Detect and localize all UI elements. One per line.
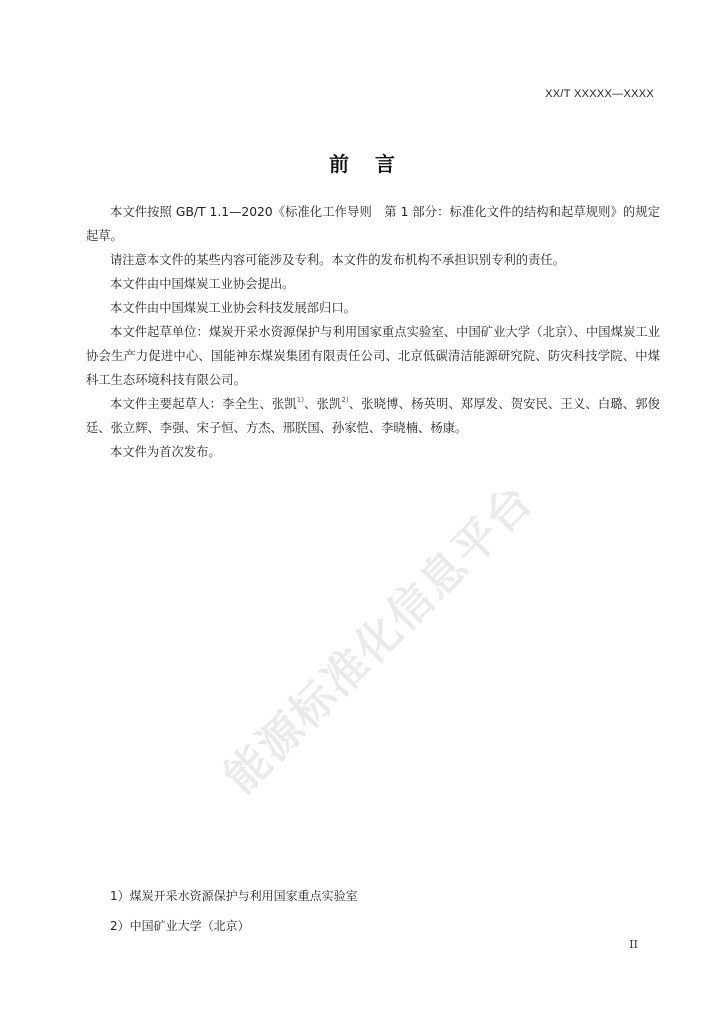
page-number: II	[629, 938, 638, 951]
paragraph-first-release: 本文件为首次发布。	[110, 445, 221, 459]
drafters-text-mid: 、张凯	[303, 397, 342, 411]
footnote-ref-2: 2)	[341, 396, 349, 404]
footnotes	[110, 881, 358, 941]
drafters-text-end: 、张晓博、杨英明、郑厚发、贺安民、王义、白璐、郭俊廷、张立辉、李强、宋子恒、方杰、邢朕国、孙家恺、李晓楠、杨康。	[86, 397, 660, 435]
paragraph-drafters	[86, 392, 660, 440]
watermark: 能源标准化信息平台	[214, 474, 544, 804]
footnote-2: 2）中国矿业大学（北京）	[110, 919, 250, 933]
footnote-1: 1）煤炭开采水资源保护与利用国家重点实验室	[110, 889, 358, 903]
paragraph-patent-notice: 请注意本文件的某些内容可能涉及专利。本文件的发布机构不承担识别专利的责任。	[110, 253, 565, 267]
footnote-ref-1: 1)	[296, 396, 304, 404]
document-body	[86, 200, 660, 464]
document-code: XX/T XXXXX—XXXX	[545, 88, 654, 100]
paragraph-drafting-units: 本文件起草单位：煤炭开采水资源保护与利用国家重点实验室、中国矿业大学（北京）、中国煤炭工业协会生产力促进中心、国能神东煤炭集团有限责任公司、北京低碳清洁能源研究院、防灾科技学院、中煤科工生态环境科技有限公司。	[86, 325, 660, 387]
drafters-text-start: 本文件主要起草人：李全生、张凯	[110, 397, 297, 411]
paragraph-proposer: 本文件由中国煤炭工业协会提出。	[110, 277, 295, 291]
paragraph-administrator: 本文件由中国煤炭工业协会科技发展部归口。	[110, 301, 356, 315]
page-title: 前言	[329, 152, 421, 176]
paragraph-drafting-rules: 本文件按照 GB/T 1.1—2020《标准化工作导则 第 1 部分：标准化文件的结构和起草规则》的规定起草。	[86, 205, 660, 243]
